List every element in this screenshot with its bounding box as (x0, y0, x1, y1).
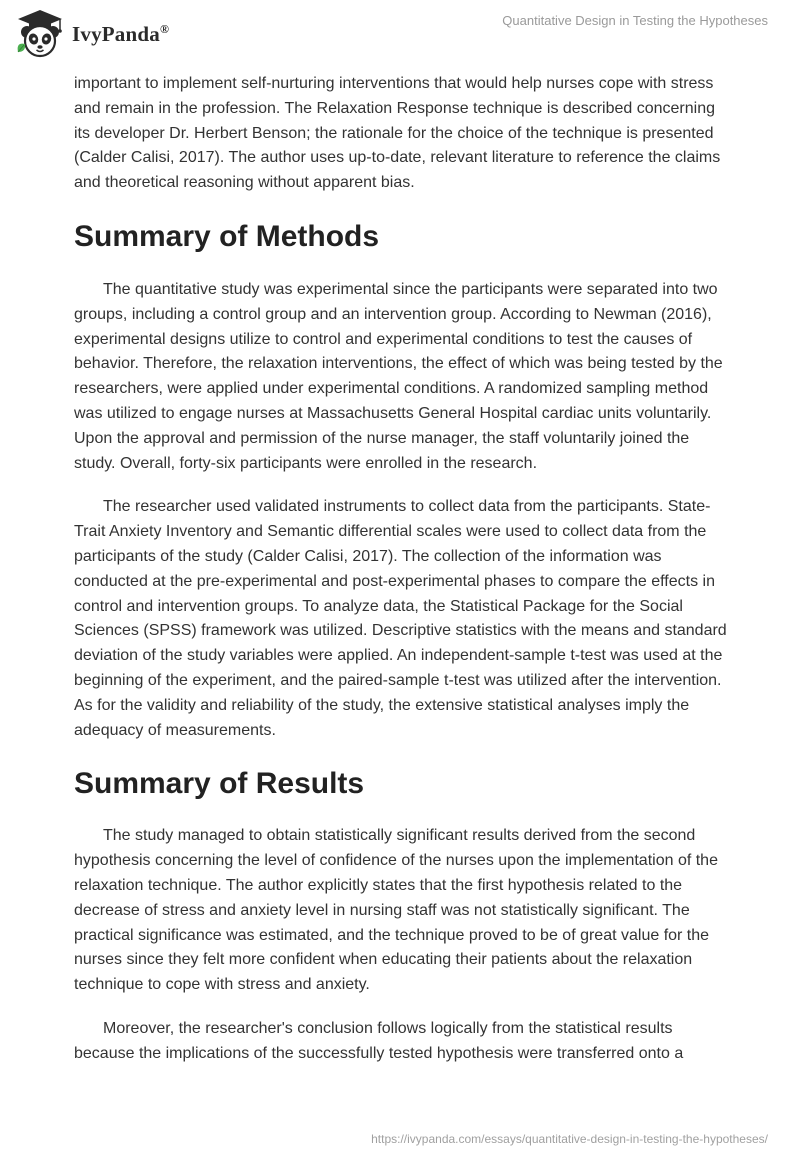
source-url[interactable]: https://ivypanda.com/essays/quantitative-design-in-testing-the-hypotheses/ (371, 1132, 768, 1146)
methods-heading: Summary of Methods (74, 219, 380, 253)
methods-paragraph-1: The quantitative study was experimental since the participants were separated into two groups, including a control group and an intervention group. According to Newman (2016), experimental designs utilize to control and experimental conditions to test the causes of behavior. Therefore, the relaxation interventions, the effect of which was being tested by the researchers, were applied under experimental conditions. A randomized sampling method was utilized to engage nurses at Massachusetts General Hospital cardiac units voluntarily. Upon the approval and permission of the nurse manager, the staff voluntarily joined the study. Overall, forty-six participants were enrolled in the research. (74, 280, 723, 472)
intro-paragraph: important to implement self-nurturing interventions that would help nurses cope with stress and remain in the profession. The Relaxation Response technique is described concerning its developer Dr. Herbert Benson; the rationale for the choice of the technique is presented (Calder Calisi, 2017). The author uses up-to-date, relevant literature to reference the claims and theoretical reasoning without apparent bias. (74, 75, 721, 192)
results-paragraph-2: Moreover, the researcher's conclusion follows logically from the statistical results because the implications of the successfully tested hypothesis were transferred onto a (74, 1019, 684, 1062)
results-heading: Summary of Results (74, 767, 365, 801)
essay-content (74, 72, 734, 1067)
registered-mark: ® (159, 21, 170, 36)
document-title: Quantitative Design in Testing the Hypotheses (502, 13, 768, 28)
results-paragraph-1: The study managed to obtain statistically significant results derived from the second hypothesis concerning the level of confidence of the nurses upon the implementation of the relaxation technique. The author explicitly states that the first hypothesis related to the decrease of stress and anxiety level in nursing staff was not statistically significant. The practical significance was estimated, and the technique proved to be of great value for the nurses since they felt more confident when educating their patients about the relaxation technique to cope with stress and anxiety. (74, 827, 718, 994)
panda-graduate-icon (14, 8, 66, 60)
ivypanda-logo[interactable] (14, 8, 169, 60)
logo-wordmark: IvyPanda® (72, 21, 170, 46)
methods-paragraph-2: The researcher used validated instruments to collect data from the participants. State-Trait Anxiety Inventory and Semantic differential scales were used to collect data from the participants of the study (Calder Calisi, 2017). The collection of the information was conducted at the pre-experimental and post-experimental phases to compare the effects in control and intervention groups. To analyze data, the Statistical Package for the Social Sciences (SPSS) framework was utilized. Descriptive statistics with the means and standard deviation of the study variables were applied. An independent-sample t-test was used at the beginning of the experiment, and the paired-sample t-test was utilized after the intervention. As for the validity and reliability of the study, the extensive statistical analyses imply the adequacy of measurements. (74, 498, 727, 739)
page-header (0, 0, 800, 66)
